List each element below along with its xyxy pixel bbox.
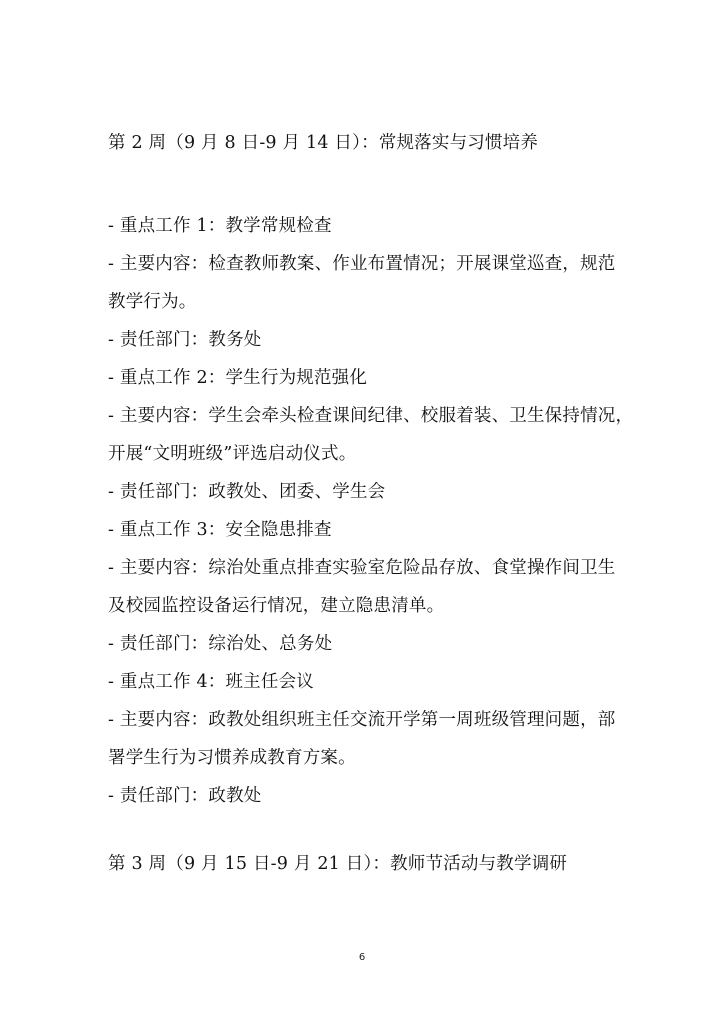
work-item-1-department: - 责任部门：教务处 <box>108 330 262 350</box>
work-item-1-title: - 重点工作 1：教学常规检查 <box>108 216 332 236</box>
work-item-1-content-line-1: - 主要内容：检查教师教案、作业布置情况；开展课堂巡查，规范 <box>108 254 616 274</box>
page-number: 6 <box>358 952 366 963</box>
work-item-2-content-line-2: 开展“文明班级”评选启动仪式。 <box>108 444 357 464</box>
work-item-2-department: - 责任部门：政教处、团委、学生会 <box>108 482 386 502</box>
work-item-3-content-line-1: - 主要内容：综治处重点排查实验室危险品存放、食堂操作间卫生 <box>108 558 616 578</box>
work-item-4-content-line-2: 署学生行为习惯养成教育方案。 <box>108 748 356 768</box>
work-item-1-content-line-2: 教学行为。 <box>108 292 197 312</box>
work-item-3-department: - 责任部门：综治处、总务处 <box>108 634 333 654</box>
work-item-4-content-line-1: - 主要内容：政教处组织班主任交流开学第一周班级管理问题，部 <box>108 710 616 730</box>
work-item-4-title: - 重点工作 4：班主任会议 <box>108 672 314 692</box>
week2-body <box>108 207 634 815</box>
work-item-2-content-line-1: - 主要内容：学生会牵头检查课间纪律、校服着装、卫生保持情况， <box>108 406 634 426</box>
work-item-3-content-line-2: 及校园监控设备运行情况，建立隐患清单。 <box>108 596 445 616</box>
week3-heading: 第 3 周（9 月 15 日-9 月 21 日）：教师节活动与教学调研 <box>108 854 568 874</box>
work-item-4-department: - 责任部门：政教处 <box>108 786 262 806</box>
week2-heading: 第 2 周（9 月 8 日-9 月 14 日）：常规落实与习惯培养 <box>108 133 539 153</box>
work-item-3-title: - 重点工作 3：安全隐患排查 <box>108 520 332 540</box>
work-item-2-title: - 重点工作 2：学生行为规范强化 <box>108 368 368 388</box>
